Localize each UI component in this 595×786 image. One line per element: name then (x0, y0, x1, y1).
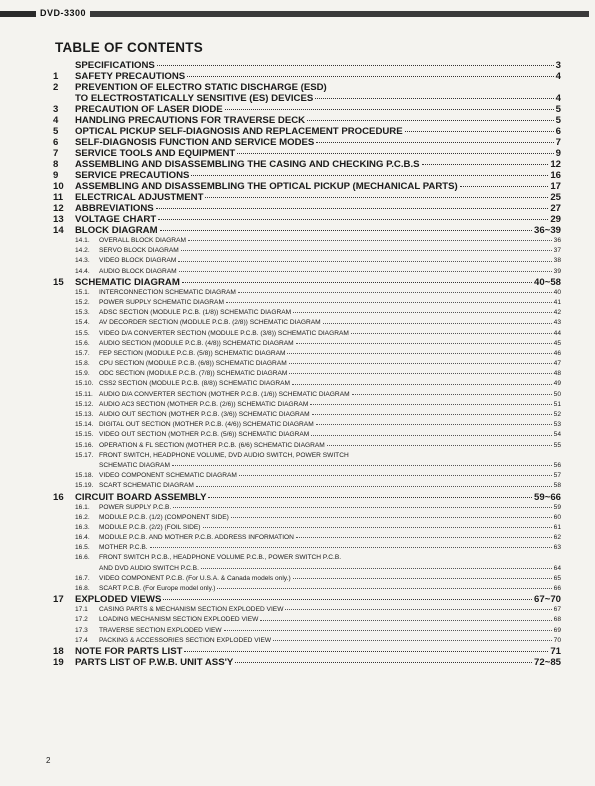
toc-entry-number: 15.3. (75, 309, 90, 317)
dot-leader (327, 445, 552, 446)
toc-subentry[interactable] (53, 523, 561, 533)
toc-entry-number: 16.2. (75, 513, 90, 521)
dot-leader (289, 373, 551, 374)
toc-entry-label: AND DVD AUDIO SWITCH P.C.B. (99, 564, 199, 572)
dot-leader (315, 98, 553, 99)
dot-leader (160, 230, 532, 231)
dot-leader (179, 271, 552, 272)
toc-entry-number: 17.2 (75, 616, 88, 624)
toc-entry-number: 9 (53, 170, 59, 181)
dot-leader (292, 384, 552, 385)
toc-subentry[interactable] (53, 318, 561, 328)
toc-entry-page: 3 (555, 60, 561, 71)
toc-entry-label: VOLTAGE CHART (75, 214, 157, 225)
toc-entry-label: SCHEMATIC DIAGRAM (75, 276, 180, 288)
toc-entry-label: ABBREVIATIONS (75, 203, 154, 214)
toc-entry-label: AUDIO D/A CONVERTER SECTION (MOTHER P.C.B. (1/6)) SCHEMATIC DIAGRAM (99, 390, 350, 398)
toc-entry-label: CPU SECTION (MODULE P.C.B. (6/8)) SCHEMATIC DIAGRAM (99, 360, 287, 368)
toc-subentry[interactable] (53, 441, 561, 451)
toc-entry-page: 48 (553, 370, 561, 378)
dot-leader (235, 662, 532, 663)
toc-entry-label: SERVO BLOCK DIAGRAM (99, 247, 179, 255)
toc-entry-label: ASSEMBLING AND DISASSEMBLING THE OPTICAL PICKUP (MECHANICAL PARTS) (75, 181, 458, 192)
toc-entry[interactable] (53, 657, 561, 668)
toc-entry-number: 4 (53, 115, 59, 126)
toc-entry[interactable] (53, 71, 561, 82)
page-title: TABLE OF CONTENTS (55, 40, 203, 55)
toc-entry[interactable] (53, 492, 561, 503)
toc-entry-number: 14.3. (75, 257, 90, 265)
dot-leader (293, 312, 552, 313)
dot-leader (316, 424, 552, 425)
dot-leader (239, 475, 552, 476)
toc-subentry[interactable] (53, 246, 561, 256)
toc-entry-page: 49 (553, 380, 561, 388)
toc-subentry[interactable] (53, 451, 561, 461)
dot-leader (196, 486, 552, 487)
dot-leader (289, 363, 552, 364)
toc-entry-label: SPECIFICATIONS (75, 60, 155, 71)
toc-entry-page: 61 (553, 523, 561, 531)
toc-entry-number: 15.4. (75, 319, 90, 327)
toc-subentry[interactable] (53, 481, 561, 491)
toc-entry-label: MODULE P.C.B. (1/2) (COMPONENT SIDE) (99, 513, 229, 521)
toc-subentry[interactable] (53, 543, 561, 553)
toc-subentry[interactable] (53, 236, 561, 246)
toc-entry-number: 2 (53, 82, 59, 93)
toc-subentry[interactable] (53, 584, 561, 594)
toc-entry-number: 16.5. (75, 544, 90, 552)
dot-leader (285, 609, 551, 610)
toc-entry-page: 69 (553, 626, 561, 634)
toc-entry-number: 15 (53, 276, 64, 288)
header-bar-right (90, 11, 589, 17)
toc-entry-label: FRONT SWITCH, HEADPHONE VOLUME, DVD AUDIO SWITCH, POWER SWITCH (99, 451, 349, 459)
toc-entry-page: 40~58 (534, 276, 561, 288)
toc-entry-page: 63 (553, 544, 561, 552)
toc-entry-page: 54 (553, 431, 561, 439)
dot-leader (238, 292, 552, 293)
toc-entry-page: 52 (553, 411, 561, 418)
dot-leader (316, 142, 553, 143)
toc-entry[interactable] (53, 60, 561, 71)
toc-subentry[interactable] (53, 390, 561, 400)
toc-entry-page: 51 (553, 400, 561, 408)
toc-entry-label: VIDEO COMPONENT SCHEMATIC DIAGRAM (99, 472, 237, 480)
dot-leader (156, 208, 549, 209)
toc-entry-label: ELECTRICAL ADJUSTMENT (75, 192, 204, 203)
toc-entry[interactable] (53, 192, 561, 203)
toc-entry-label: NOTE FOR PARTS LIST (75, 645, 183, 657)
dot-leader (226, 302, 552, 303)
toc-entry-number: 18 (53, 645, 64, 657)
dot-leader (231, 517, 552, 518)
toc-subentry[interactable] (53, 288, 561, 298)
toc-entry-page: 45 (553, 339, 561, 347)
toc-entry-label: AUDIO SECTION (MODULE P.C.B. (4/8)) SCHEMATIC DIAGRAM (99, 339, 294, 347)
page-number: 2 (46, 756, 51, 765)
toc-entry-number: 16 (53, 491, 64, 503)
dot-leader (225, 109, 554, 110)
toc-entry-number: 16.3. (75, 523, 90, 531)
toc-entry-number: 14.1. (75, 237, 90, 244)
toc-entry-number: 15.18. (75, 472, 94, 480)
toc-entry-label: SCART P.C.B. (For Europe model only.) (99, 585, 216, 592)
toc-entry-page: 56 (553, 461, 561, 469)
toc-entry[interactable] (53, 104, 561, 115)
toc-subentry[interactable] (53, 513, 561, 523)
toc-entry-number: 3 (53, 104, 59, 115)
toc-entry-label: INTERCONNECTION SCHEMATIC DIAGRAM (99, 288, 236, 296)
dot-leader (150, 547, 552, 548)
toc-entry[interactable] (53, 214, 561, 225)
toc-subentry[interactable] (53, 349, 561, 359)
toc-entry[interactable] (53, 93, 561, 104)
toc-entry-page: 17 (550, 181, 561, 192)
toc-entry-number: 16.4. (75, 534, 90, 542)
dot-leader (158, 219, 548, 220)
toc-entry[interactable] (53, 115, 561, 126)
toc-entry-number: 12 (53, 203, 64, 214)
toc-subentry[interactable] (53, 533, 561, 543)
toc-entry-page: 27 (550, 203, 561, 214)
toc-entry-page: 7 (555, 137, 561, 148)
toc-entry-number: 15.14. (75, 421, 94, 429)
toc-entry[interactable] (53, 137, 561, 148)
toc-entry-label: AV DECORDER SECTION (MODULE P.C.B. (2/8)) SCHEMATIC DIAGRAM (99, 319, 321, 327)
toc-entry-number: 15.13. (75, 411, 94, 418)
dot-leader (184, 651, 548, 652)
dot-leader (173, 507, 551, 508)
toc-subentry[interactable] (53, 626, 561, 636)
dot-leader (208, 497, 532, 498)
toc-entry-page: 16 (550, 170, 561, 181)
dot-leader (188, 240, 552, 241)
toc-entry-number: 15.7. (75, 349, 90, 357)
toc-entry-number: 15.2. (75, 298, 90, 306)
dot-leader (351, 333, 552, 334)
toc-entry-page: 66 (553, 585, 561, 592)
toc-entry[interactable] (53, 126, 561, 137)
toc-entry-page: 71 (550, 645, 561, 657)
toc-entry-number: 19 (53, 656, 64, 668)
dot-leader (224, 630, 552, 631)
toc-entry-number: 15.5. (75, 329, 90, 337)
toc-entry-page: 72~85 (534, 656, 561, 668)
dot-leader (293, 578, 552, 579)
table-of-contents (53, 60, 561, 668)
toc-entry[interactable] (53, 148, 561, 159)
toc-entry-label: PARTS LIST OF P.W.B. UNIT ASS'Y (75, 656, 234, 668)
toc-entry-label: OPERATION & FL SECTION (MOTHER P.C.B. (6/6) SCHEMATIC DIAGRAM (99, 441, 325, 449)
dot-leader (178, 261, 551, 262)
dot-leader (203, 527, 552, 528)
dot-leader (163, 599, 532, 600)
dot-leader (187, 76, 553, 77)
toc-entry-number: 1 (53, 71, 59, 82)
toc-entry-number: 11 (53, 192, 64, 203)
toc-entry-label: SCART SCHEMATIC DIAGRAM (99, 482, 194, 490)
toc-entry-label: AUDIO OUT SECTION (MOTHER P.C.B. (3/6)) SCHEMATIC DIAGRAM (99, 411, 310, 418)
toc-entry-page: 43 (553, 319, 561, 327)
toc-entry[interactable] (53, 225, 561, 236)
toc-subentry[interactable] (53, 369, 561, 379)
toc-entry-label: MODULE P.C.B. (2/2) (FOIL SIDE) (99, 523, 201, 531)
toc-entry-label: SCHEMATIC DIAGRAM (99, 461, 170, 469)
toc-entry-label: ASSEMBLING AND DISASSEMBLING THE CASING AND CHECKING P.C.B.S (75, 159, 420, 170)
toc-entry-number: 16.1. (75, 503, 90, 511)
toc-entry[interactable] (53, 181, 561, 192)
toc-entry-page: 55 (553, 441, 561, 449)
toc-entry-number: 17.1 (75, 606, 88, 614)
toc-entry-number: 10 (53, 181, 64, 192)
toc-subentry[interactable] (53, 329, 561, 339)
toc-subentry[interactable] (53, 308, 561, 318)
toc-entry-number: 13 (53, 214, 64, 225)
dot-leader (273, 640, 552, 641)
dot-leader (157, 65, 554, 66)
dot-leader (287, 353, 551, 354)
toc-entry-label: AUDIO BLOCK DIAGRAM (99, 267, 177, 275)
toc-entry-number: 15.1. (75, 288, 90, 296)
toc-entry-label: FRONT SWITCH P.C.B., HEADPHONE VOLUME P.C.B., POWER SWITCH P.C.B. (99, 554, 342, 562)
toc-entry-number: 17.4 (75, 636, 88, 644)
toc-subentry[interactable] (53, 605, 561, 615)
toc-entry-label: AUDIO AC3 SECTION (MOTHER P.C.B. (2/6)) SCHEMATIC DIAGRAM (99, 400, 309, 408)
dot-leader (237, 153, 553, 154)
toc-entry-label: CASING PARTS & MECHANISM SECTION EXPLODED VIEW (99, 606, 284, 614)
toc-entry-page: 44 (553, 329, 561, 337)
toc-entry-page: 68 (553, 616, 561, 624)
toc-entry-number: 14.2. (75, 247, 90, 255)
toc-subentry[interactable] (53, 615, 561, 625)
toc-entry-label: CIRCUIT BOARD ASSEMBLY (75, 491, 207, 503)
toc-entry-page: 47 (553, 360, 561, 368)
toc-entry-page: 60 (553, 513, 561, 521)
toc-subentry[interactable] (53, 359, 561, 369)
toc-entry-number: 15.16. (75, 441, 94, 449)
toc-subentry[interactable] (53, 574, 561, 584)
toc-entry-page: 9 (555, 148, 561, 159)
toc-entry[interactable] (53, 203, 561, 214)
toc-subentry[interactable] (53, 471, 561, 481)
model-name: DVD-3300 (40, 8, 87, 18)
toc-entry-number: 15.9. (75, 370, 90, 378)
toc-entry-label: VIDEO D/A CONVERTER SECTION (MODULE P.C.B. (3/8)) SCHEMATIC DIAGRAM (99, 329, 349, 337)
toc-entry-number: 17 (53, 594, 64, 606)
toc-entry-label: ADSC SECTION (MODULE P.C.B. (1/8)) SCHEMATIC DIAGRAM (99, 309, 292, 317)
toc-entry-label: SERVICE TOOLS AND EQUIPMENT (75, 148, 236, 159)
toc-entry-page: 62 (553, 534, 561, 542)
dot-leader (296, 343, 552, 344)
toc-entry-label: PACKING & ACCESSORIES SECTION EXPLODED VIEW (99, 636, 272, 644)
dot-leader (172, 465, 552, 466)
dot-leader (422, 164, 549, 165)
toc-entry-page: 39 (553, 267, 561, 275)
dot-leader (296, 537, 552, 538)
toc-entry-number: 15.19. (75, 482, 94, 490)
header-bar-left (0, 11, 36, 17)
toc-entry-label: PREVENTION OF ELECTRO STATIC DISCHARGE (ESD) (75, 82, 327, 93)
toc-entry-label: LOADING MECHANISM SECTION EXPLODED VIEW (99, 616, 259, 624)
toc-entry-label: ODC SECTION (MODULE P.C.B. (7/8)) SCHEMATIC DIAGRAM (99, 370, 288, 378)
toc-subentry[interactable] (53, 298, 561, 308)
toc-entry-label: OVERALL BLOCK DIAGRAM (99, 237, 186, 244)
toc-entry-page: 37 (553, 247, 561, 255)
dot-leader (312, 414, 552, 415)
toc-entry-page: 41 (553, 298, 561, 306)
dot-leader (405, 131, 554, 132)
dot-leader (181, 250, 552, 251)
toc-entry-label: DIGITAL OUT SECTION (MOTHER P.C.B. (4/6)) SCHEMATIC DIAGRAM (99, 421, 314, 429)
toc-entry-number: 14.4. (75, 267, 90, 275)
toc-entry-label: SAFETY PRECAUTIONS (75, 71, 186, 82)
toc-entry-page: 6 (555, 126, 561, 137)
toc-subentry[interactable] (53, 564, 561, 574)
toc-subentry[interactable] (53, 410, 561, 420)
dot-leader (182, 282, 532, 283)
toc-subentry[interactable] (53, 400, 561, 410)
dot-leader (307, 120, 554, 121)
toc-entry-label: TRAVERSE SECTION EXPLODED VIEW (99, 626, 222, 634)
toc-entry-page: 65 (553, 574, 561, 582)
dot-leader (205, 197, 548, 198)
toc-entry-number: 6 (53, 137, 59, 148)
toc-subentry[interactable] (53, 256, 561, 266)
toc-entry-label: MODULE P.C.B. AND MOTHER P.C.B. ADDRESS INFORMATION (99, 534, 294, 542)
toc-entry-page: 42 (553, 309, 561, 317)
toc-entry-page: 4 (555, 93, 561, 104)
dot-leader (191, 175, 548, 176)
toc-entry-number: 8 (53, 159, 59, 170)
toc-entry[interactable] (53, 277, 561, 288)
toc-entry-number: 15.17. (75, 451, 94, 459)
toc-subentry[interactable] (53, 461, 561, 471)
toc-entry-label: FEP SECTION (MODULE P.C.B. (5/8)) SCHEMATIC DIAGRAM (99, 349, 286, 357)
toc-entry-page: 36~39 (534, 225, 561, 236)
toc-entry-label: POWER SUPPLY P.C.B. (99, 503, 172, 511)
toc-entry-page: 64 (553, 564, 561, 572)
dot-leader (311, 435, 551, 436)
toc-entry-page: 4 (555, 71, 561, 82)
toc-entry[interactable] (53, 82, 561, 93)
toc-entry[interactable] (53, 170, 561, 181)
dot-leader (310, 404, 551, 405)
dot-leader (217, 588, 551, 589)
toc-entry-number: 17.3 (75, 626, 88, 634)
toc-entry-page: 58 (553, 482, 561, 490)
toc-subentry[interactable] (53, 267, 561, 277)
toc-entry-number: 14 (53, 225, 64, 236)
toc-entry-page: 36 (553, 237, 561, 244)
toc-entry-page: 59 (553, 503, 561, 511)
dot-leader (323, 323, 552, 324)
dot-leader (352, 394, 552, 395)
toc-entry-page: 57 (553, 472, 561, 480)
toc-entry-page: 40 (553, 288, 561, 296)
toc-entry-page: 5 (555, 115, 561, 126)
toc-entry-number: 16.6. (75, 554, 90, 562)
toc-subentry[interactable] (53, 553, 561, 563)
toc-subentry[interactable] (53, 430, 561, 440)
toc-entry-label: VIDEO OUT SECTION (MOTHER P.C.B. (5/6)) SCHEMATIC DIAGRAM (99, 431, 310, 439)
toc-entry-page: 59~66 (534, 491, 561, 503)
toc-entry-page: 67 (553, 606, 561, 614)
toc-entry[interactable] (53, 594, 561, 605)
toc-entry[interactable] (53, 159, 561, 170)
toc-entry-label: EXPLODED VIEWS (75, 594, 162, 606)
toc-entry-label: SELF-DIAGNOSIS FUNCTION AND SERVICE MODES (75, 137, 315, 148)
toc-entry-label: BLOCK DIAGRAM (75, 225, 158, 236)
toc-entry-number: 15.10. (75, 380, 94, 388)
dot-leader (260, 620, 551, 621)
toc-subentry[interactable] (53, 503, 561, 513)
toc-entry-number: 16.8. (75, 585, 90, 592)
toc-entry-number: 15.15. (75, 431, 94, 439)
toc-entry-page: 53 (553, 421, 561, 429)
toc-entry-label: VIDEO COMPONENT P.C.B. (For U.S.A. & Canada models only.) (99, 574, 291, 582)
toc-entry-page: 67~70 (534, 594, 561, 606)
toc-entry-label: SERVICE PRECAUTIONS (75, 170, 190, 181)
toc-entry-label: POWER SUPPLY SCHEMATIC DIAGRAM (99, 298, 224, 306)
toc-entry-number: 15.11. (75, 390, 93, 398)
toc-entry-number: 7 (53, 148, 59, 159)
toc-entry-label: HANDLING PRECAUTIONS FOR TRAVERSE DECK (75, 115, 306, 126)
toc-entry-label: MOTHER P.C.B. (99, 544, 148, 552)
dot-leader (460, 186, 549, 187)
toc-entry-label: OPTICAL PICKUP SELF-DIAGNOSIS AND REPLACEMENT PROCEDURE (75, 126, 403, 137)
toc-entry-number: 16.7. (75, 574, 90, 582)
toc-entry-label: VIDEO BLOCK DIAGRAM (99, 257, 177, 265)
header-bar (0, 9, 595, 18)
toc-entry-number: 15.6. (75, 339, 90, 347)
toc-entry-page: 46 (553, 349, 561, 357)
toc-entry-page: 70 (553, 636, 561, 644)
toc-subentry[interactable] (53, 420, 561, 430)
toc-subentry[interactable] (53, 379, 561, 389)
toc-entry-number: 5 (53, 126, 59, 137)
toc-subentry[interactable] (53, 339, 561, 349)
toc-entry-page: 38 (553, 257, 561, 265)
toc-entry-label: CSS2 SECTION (MODULE P.C.B. (8/8)) SCHEMATIC DIAGRAM (99, 380, 291, 388)
toc-entry-page: 50 (553, 390, 561, 398)
toc-entry-page: 12 (550, 159, 561, 170)
toc-entry-label: PRECAUTION OF LASER DIODE (75, 104, 223, 115)
toc-entry-label: TO ELECTROSTATICALLY SENSITIVE (ES) DEVICES (75, 93, 314, 104)
toc-entry-number: 15.8. (75, 360, 90, 368)
toc-subentry[interactable] (53, 636, 561, 646)
toc-entry-page: 29 (550, 214, 561, 225)
toc-entry[interactable] (53, 646, 561, 657)
toc-entry-page: 25 (550, 192, 561, 203)
dot-leader (201, 568, 552, 569)
toc-entry-number: 15.12. (75, 400, 94, 408)
toc-entry-page: 5 (555, 104, 561, 115)
